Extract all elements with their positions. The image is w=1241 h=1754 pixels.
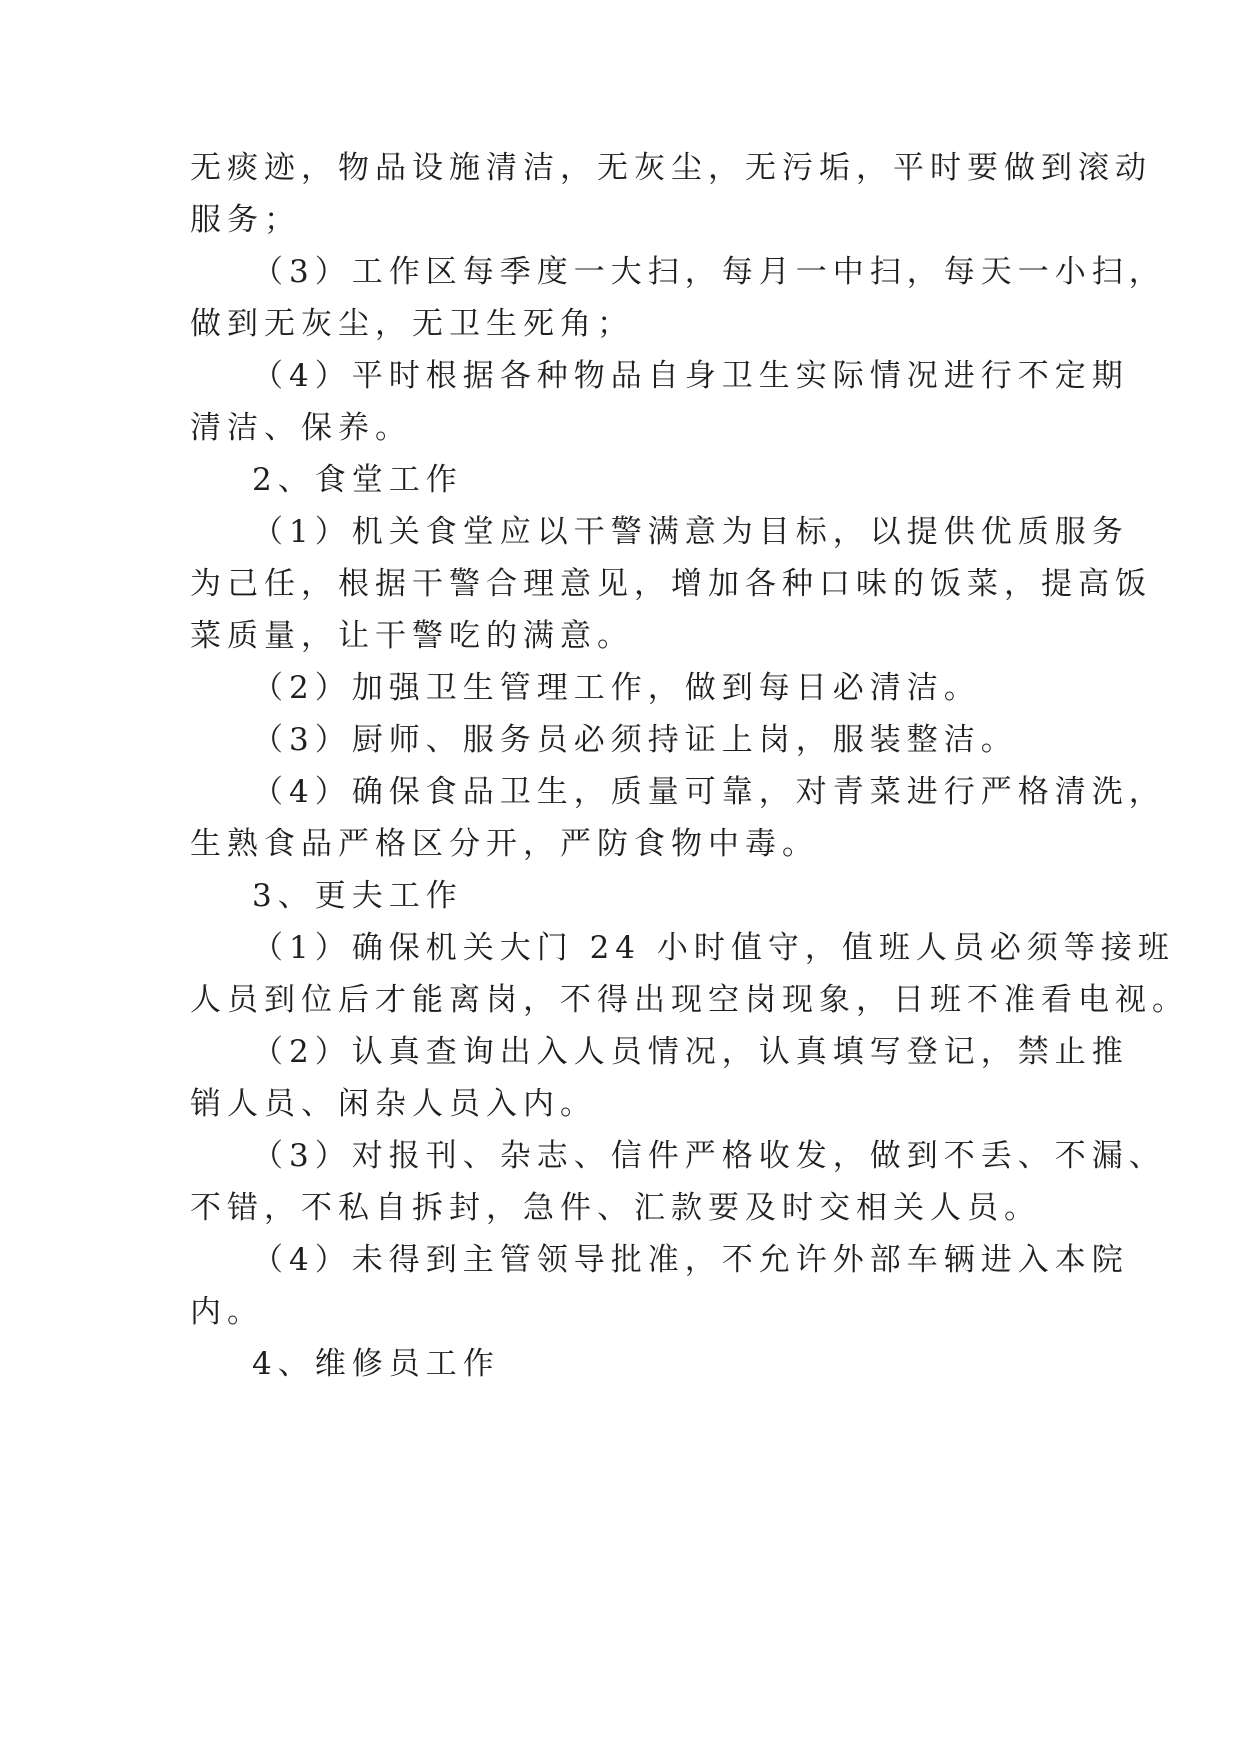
body-text-line: 清洁、保养。 xyxy=(190,410,412,446)
body-text-line: 服务； xyxy=(190,202,301,238)
body-text-line: 做到无灰尘，无卫生死角； xyxy=(190,306,634,342)
list-item-4: （4）平时根据各种物品自身卫生实际情况进行不定期 xyxy=(252,358,1129,394)
body-text-line: 人员到位后才能离岗，不得出现空岗现象，日班不准看电视。 xyxy=(190,982,1189,1018)
list-item-1: （1）机关食堂应以干警满意为目标，以提供优质服务 xyxy=(252,514,1129,550)
list-item-3: （3）对报刊、杂志、信件严格收发，做到不丢、不漏、 xyxy=(252,1138,1166,1174)
list-item-1: （1）确保机关大门 24 小时值守，值班人员必须等接班 xyxy=(252,930,1175,966)
list-item-3: （3）厨师、服务员必须持证上岗，服装整洁。 xyxy=(252,722,1018,758)
body-text-line: 无痰迹，物品设施清洁，无灰尘，无污垢，平时要做到滚动 xyxy=(190,150,1152,186)
body-text-line: 为己任，根据干警合理意见，增加各种口味的饭菜，提高饭 xyxy=(190,566,1152,602)
body-text-line: 内。 xyxy=(190,1294,264,1330)
list-item-2: （2）认真查询出入人员情况，认真填写登记，禁止推 xyxy=(252,1034,1129,1070)
body-text-line: 销人员、闲杂人员入内。 xyxy=(190,1086,597,1122)
section-heading-maintenance: 4、维修员工作 xyxy=(252,1346,500,1382)
body-text-line: 不错，不私自拆封，急件、汇款要及时交相关人员。 xyxy=(190,1190,1041,1226)
list-item-4: （4）未得到主管领导批准，不允许外部车辆进入本院 xyxy=(252,1242,1129,1278)
section-heading-canteen: 2、食堂工作 xyxy=(252,462,463,498)
section-heading-watchman: 3、更夫工作 xyxy=(252,878,463,914)
body-text-line: 生熟食品严格区分开，严防食物中毒。 xyxy=(190,826,819,862)
body-text-line: 菜质量，让干警吃的满意。 xyxy=(190,618,634,654)
list-item-2: （2）加强卫生管理工作，做到每日必清洁。 xyxy=(252,670,981,706)
list-item-3: （3）工作区每季度一大扫，每月一中扫，每天一小扫， xyxy=(252,254,1166,290)
list-item-4: （4）确保食品卫生，质量可靠，对青菜进行严格清洗， xyxy=(252,774,1166,810)
